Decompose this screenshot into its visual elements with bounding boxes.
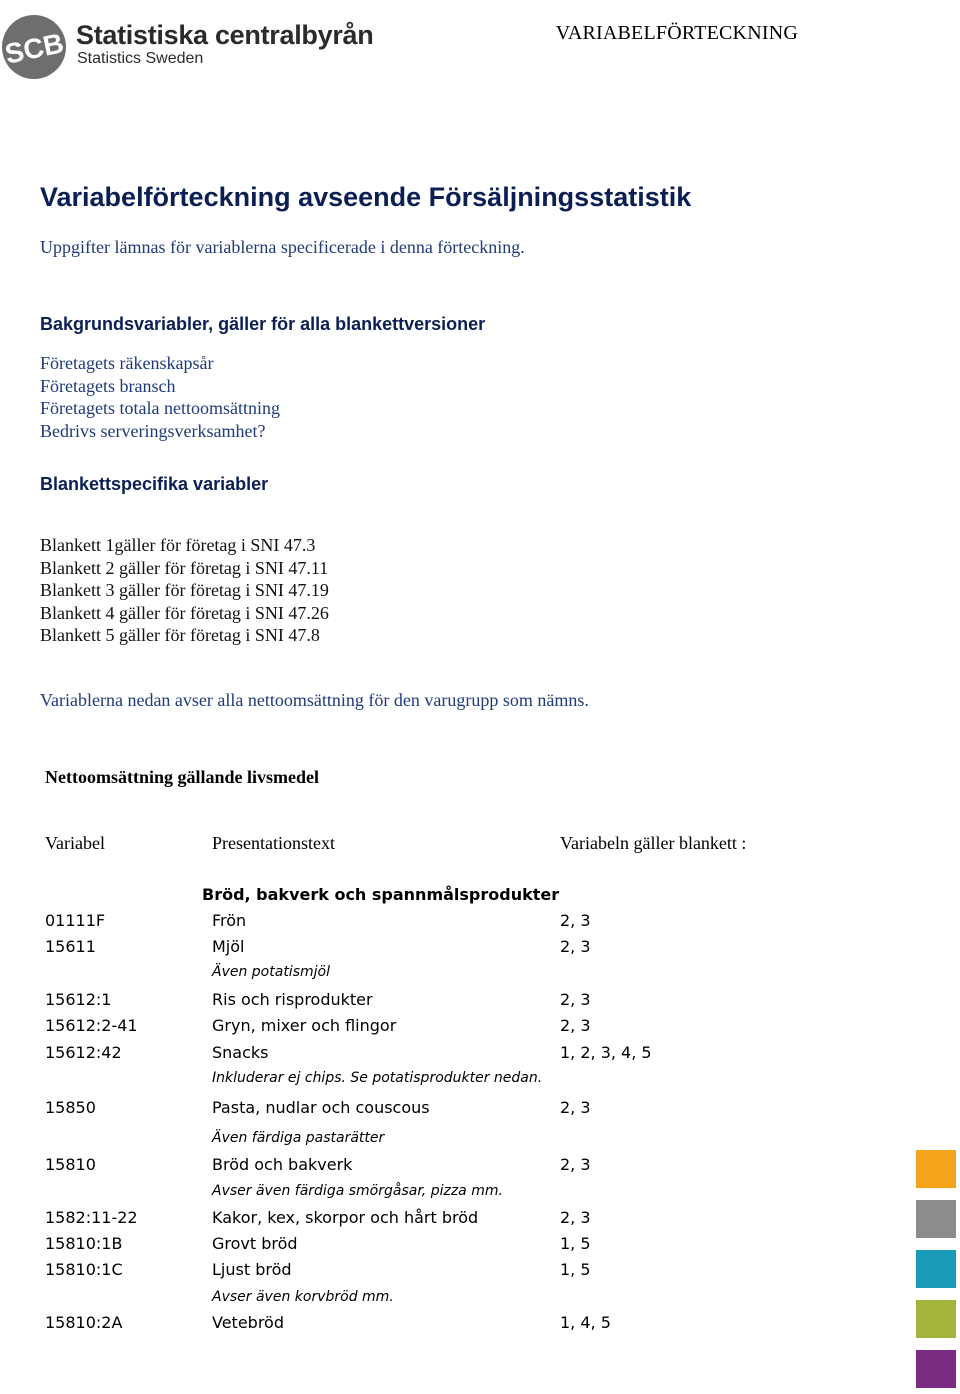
presentation-text: Vetebröd [212, 1313, 284, 1332]
variable-code: 15850 [45, 1098, 96, 1117]
color-swatch [916, 1300, 956, 1338]
variable-code: 15611 [45, 937, 96, 956]
applicable-forms: 1, 5 [560, 1234, 591, 1253]
presentation-text: Gryn, mixer och flingor [212, 1016, 397, 1035]
color-swatch [916, 1350, 956, 1388]
header-label: VARIABELFÖRTECKNING [555, 22, 798, 44]
variable-code: 15810 [45, 1155, 96, 1174]
applicable-forms: 2, 3 [560, 990, 591, 1009]
applicable-forms: 2, 3 [560, 1208, 591, 1227]
variable-code: 15612:2-41 [45, 1016, 138, 1035]
row-note: Avser även korvbröd mm. [212, 1289, 394, 1305]
background-variable-item: Företagets bransch [40, 375, 176, 396]
column-header-variable: Variabel [45, 833, 105, 853]
column-header-forms: Variabeln gäller blankett : [560, 833, 747, 853]
background-variable-item: Företagets totala nettoomsättning [40, 398, 280, 418]
row-note: Avser även färdiga smörgåsar, pizza mm. [212, 1183, 503, 1199]
presentation-text: Pasta, nudlar och couscous [212, 1098, 430, 1117]
variable-code: 15810:1C [45, 1260, 123, 1279]
variable-code: 01111F [45, 911, 106, 930]
form-specific-item: Blankett 5 gäller för företag i SNI 47.8 [40, 625, 320, 645]
presentation-text: Bröd och bakverk [212, 1155, 353, 1174]
background-variable-item: Bedrivs serveringsverksamhet? [40, 420, 266, 441]
group-title: Bröd, bakverk och spannmålsprodukter [202, 885, 560, 904]
applicable-forms: 2, 3 [560, 1155, 591, 1174]
applicable-forms: 2, 3 [560, 911, 591, 930]
column-header-presentation: Presentationstext [212, 833, 335, 853]
background-variables-heading: Bakgrundsvariabler, gäller för alla blankettversioner [40, 314, 486, 334]
org-name-en: Statistics Sweden [77, 50, 204, 67]
form-specific-item: Blankett 4 gäller för företag i SNI 47.26 [40, 602, 329, 623]
presentation-text: Ris och risprodukter [212, 990, 373, 1009]
intro-text: Uppgifter lämnas för variablerna specificerade i denna förteckning. [40, 237, 525, 257]
form-specific-heading: Blankettspecifika variabler [40, 474, 269, 494]
row-note: Även potatismjöl [212, 964, 330, 980]
applicable-forms: 2, 3 [560, 937, 591, 956]
variable-code: 1582:11-22 [45, 1208, 138, 1227]
applicable-forms: 1, 4, 5 [560, 1313, 611, 1332]
applicable-forms: 2, 3 [560, 1098, 591, 1117]
svg-text:SCB: SCB [2, 27, 67, 70]
row-note: Inkluderar ej chips. Se potatisprodukter nedan. [212, 1070, 543, 1086]
presentation-text: Ljust bröd [212, 1260, 292, 1279]
color-swatch [916, 1250, 956, 1288]
color-swatch [916, 1150, 956, 1188]
presentation-text: Kakor, kex, skorpor och hårt bröd [212, 1208, 479, 1227]
color-swatch [916, 1200, 956, 1238]
variable-code: 15612:1 [45, 990, 112, 1009]
background-variable-item: Företagets räkenskapsår [40, 353, 214, 373]
row-note: Även färdiga pastarätter [212, 1130, 385, 1146]
org-name: Statistiska centralbyrån [76, 20, 374, 50]
scope-note: Variablerna nedan avser alla nettoomsättning för den varugrupp som nämns. [40, 690, 589, 710]
variable-code: 15810:1B [45, 1234, 123, 1253]
page-title: Variabelförteckning avseende Försäljningsstatistik [40, 182, 692, 212]
applicable-forms: 1, 2, 3, 4, 5 [560, 1043, 652, 1062]
form-specific-item: Blankett 3 gäller för företag i SNI 47.19 [40, 580, 329, 600]
applicable-forms: 1, 5 [560, 1260, 591, 1279]
section-title: Nettoomsättning gällande livsmedel [45, 767, 319, 787]
variable-code: 15810:2A [45, 1313, 123, 1332]
presentation-text: Mjöl [212, 937, 245, 956]
applicable-forms: 2, 3 [560, 1016, 591, 1035]
presentation-text: Snacks [212, 1043, 269, 1062]
form-specific-item: Blankett 1gäller för företag i SNI 47.3 [40, 535, 316, 555]
form-specific-item: Blankett 2 gäller för företag i SNI 47.11 [40, 557, 329, 578]
variable-code: 15612:42 [45, 1043, 122, 1062]
presentation-text: Grovt bröd [212, 1234, 298, 1253]
presentation-text: Frön [212, 911, 247, 930]
